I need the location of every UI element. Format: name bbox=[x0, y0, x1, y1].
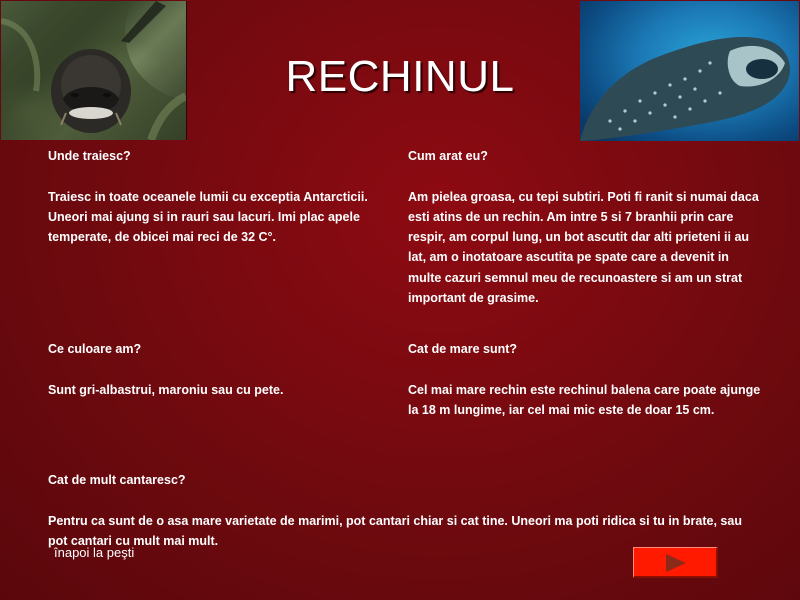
section-answer: Sunt gri-albastrui, maroniu sau cu pete. bbox=[48, 382, 284, 397]
section-appearance bbox=[408, 146, 763, 308]
section-question: Cum arat eu? bbox=[408, 149, 488, 163]
section-weight bbox=[48, 470, 758, 551]
section-color bbox=[48, 339, 393, 400]
next-button[interactable] bbox=[633, 547, 718, 578]
section-question: Ce culoare am? bbox=[48, 342, 142, 356]
section-question: Cat de mult cantaresc? bbox=[48, 473, 186, 487]
back-to-fish-link[interactable]: înapoi la peşti bbox=[54, 545, 135, 560]
section-where-live bbox=[48, 146, 393, 247]
page-title: RECHINUL bbox=[285, 52, 515, 101]
section-size bbox=[408, 339, 763, 420]
section-question: Cat de mare sunt? bbox=[408, 342, 518, 356]
section-answer: Pentru ca sunt de o asa mare varietate de marimi, pot cantari chiar si cat tine. Uneori ma poti ridica si tu in brate, sau pot cantari cu mult mai mult. bbox=[48, 513, 742, 548]
section-answer: Traiesc in toate oceanele lumii cu exceptia Antarcticii. Uneori mai ajung si in rauri sau lacuri. Imi plac apele temperate, de obicei mai reci de 32 C°. bbox=[48, 189, 368, 245]
section-answer: Am pielea groasa, cu tepi subtiri. Poti fi ranit si numai daca esti atins de un rechin. Am intre 5 si 7 branhii prin care respir, am corpul lung, un bot ascutit dar alti prieteni ii au lat, am o inotatoare ascutita pe spate care a devenit in multe cazuri semnul meu de recunoastere si am un strat important de grasime. bbox=[408, 189, 759, 306]
play-triangle-icon bbox=[666, 554, 686, 572]
section-question: Unde traiesc? bbox=[48, 149, 131, 163]
section-answer: Cel mai mare rechin este rechinul balena care poate ajunge la 18 m lungime, iar cel mai mic este de doar 15 cm. bbox=[408, 382, 761, 417]
